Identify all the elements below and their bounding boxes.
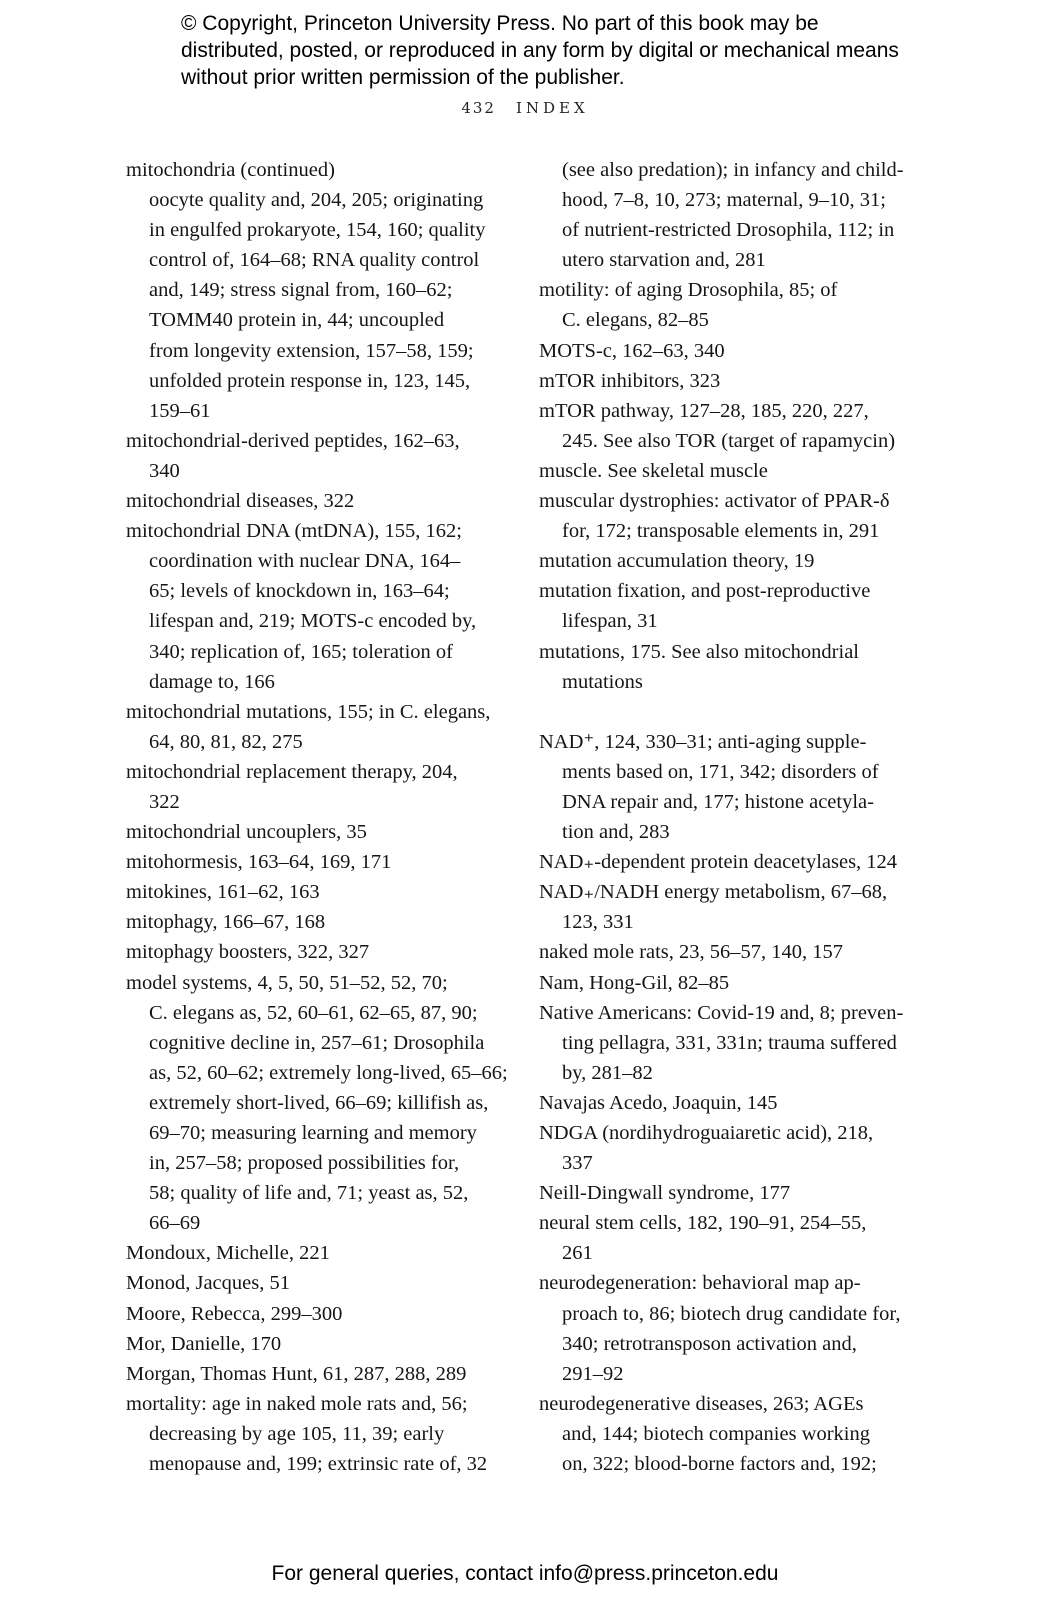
index-entry-line: [539, 697, 919, 727]
index-subentry-line: 66–69: [149, 1212, 201, 1235]
index-entry-line: neural stem cells, 182, 190–91, 254–55,: [539, 1212, 867, 1235]
index-entry-line: Navajas Acedo, Joaquin, 145: [539, 1091, 778, 1114]
index-subentry-line: C. elegans as, 52, 60–61, 62–65, 87, 90;: [149, 1001, 478, 1024]
index-entry-line: mutation accumulation theory, 19: [539, 550, 815, 573]
index-entry-line: naked mole rats, 23, 56–57, 140, 157: [539, 941, 844, 964]
index-subentry-line: 159–61: [149, 399, 211, 422]
index-entry-line: mitochondrial uncouplers, 35: [126, 821, 367, 844]
index-subentry-line: C. elegans, 82–85: [562, 309, 709, 332]
index-entry-line: Moore, Rebecca, 299–300: [126, 1302, 343, 1325]
index-entry-line: neurodegeneration: behavioral map ap-: [539, 1272, 861, 1295]
index-entry-line: muscle. See skeletal muscle: [539, 459, 768, 482]
index-subentry-line: 69–70; measuring learning and memory: [149, 1122, 477, 1144]
index-subentry-line: and, 149; stress signal from, 160–62;: [149, 279, 453, 302]
section-title: INDEX: [515, 99, 589, 117]
index-entry-line: mutations, 175. See also mitochondrial: [539, 640, 859, 663]
index-subentry-line: coordination with nuclear DNA, 164–: [149, 550, 461, 573]
index-entry-line: Mor, Danielle, 170: [126, 1332, 282, 1355]
index-entry-line: mitochondrial replacement therapy, 204,: [126, 760, 458, 783]
index-entry-line: mitochondrial mutations, 155; in C. elegans,: [126, 700, 491, 723]
index-subentry-line: mutations: [562, 670, 643, 693]
index-subentry-line: 58; quality of life and, 71; yeast as, 52,: [149, 1182, 469, 1205]
page-number: 432: [461, 99, 496, 117]
index-entry-line: MOTS-c, 162–63, 340: [539, 339, 725, 362]
index-subentry-line: extremely short-lived, 66–69; killifish as,: [149, 1091, 489, 1114]
index-subentry-line: in, 257–58; proposed possibilities for,: [149, 1152, 460, 1175]
index-entry-line: NAD₊/NADH energy metabolism, 67–68,: [539, 881, 888, 904]
index-subentry-line: 291–92: [562, 1362, 624, 1385]
index-subentry-line: ting pellagra, 331, 331n; trauma suffered: [562, 1031, 897, 1054]
index-subentry-line: ments based on, 171, 342; disorders of: [562, 760, 879, 783]
index-subentry-line: 245. See also TOR (target of rapamycin): [562, 429, 896, 452]
index-entry-line: mitochondrial-derived peptides, 162–63,: [126, 429, 460, 452]
index-subentry-line: menopause and, 199; extrinsic rate of, 32: [149, 1453, 488, 1476]
index-subentry-line: (see also predation); in infancy and child-: [562, 159, 904, 181]
index-subentry-line: 340: [149, 459, 180, 482]
index-subentry-line: utero starvation and, 281: [562, 249, 766, 272]
running-header: [0, 99, 1050, 117]
index-entry-line: mitokines, 161–62, 163: [126, 881, 320, 904]
index-entry-line: Mondoux, Michelle, 221: [126, 1242, 330, 1265]
index-entry-line: mitophagy, 166–67, 168: [126, 911, 326, 934]
index-subentry-line: 261: [562, 1242, 593, 1265]
index-subentry-line: proach to, 86; biotech drug candidate for,: [562, 1302, 901, 1325]
index-subentry-line: hood, 7–8, 10, 273; maternal, 9–10, 31;: [562, 189, 886, 212]
index-entry-line: Native Americans: Covid-19 and, 8; preven-: [539, 1001, 904, 1024]
footer-contact: For general queries, contact info@press.princeton.edu: [271, 1562, 779, 1585]
index-entry-line: NAD₊-dependent protein deacetylases, 124: [539, 851, 898, 874]
index-subentry-line: lifespan and, 219; MOTS-c encoded by,: [149, 610, 477, 633]
index-entry-line: mutation fixation, and post-reproductive: [539, 580, 871, 603]
index-subentry-line: from longevity extension, 157–58, 159;: [149, 339, 474, 362]
index-subentry-line: of nutrient-restricted Drosophila, 112; in: [562, 219, 895, 242]
index-subentry-line: and, 144; biotech companies working: [562, 1422, 871, 1445]
index-subentry-line: 65; levels of knockdown in, 163–64;: [149, 580, 450, 603]
index-entry-line: Monod, Jacques, 51: [126, 1272, 290, 1295]
index-subentry-line: unfolded protein response in, 123, 145,: [149, 369, 471, 392]
index-subentry-line: 337: [562, 1152, 593, 1175]
index-entry-line: muscular dystrophies: activator of PPAR-δ: [539, 490, 890, 513]
index-entry-line: mitochondria (continued): [126, 159, 335, 181]
copyright-notice: © Copyright, Princeton University Press. No part of this book may be distributed, posted, or reproduced in any form by digital or mechanical means without prior written permission of the publisher.: [181, 12, 899, 89]
index-entry-line: mitophagy boosters, 322, 327: [126, 941, 370, 964]
index-entry-line: mitohormesis, 163–64, 169, 171: [126, 851, 392, 874]
index-entry-line: Nam, Hong-Gil, 82–85: [539, 971, 730, 994]
index-entry-line: Neill-Dingwall syndrome, 177: [539, 1182, 791, 1205]
index-subentry-line: tion and, 283: [562, 821, 670, 844]
index-subentry-line: decreasing by age 105, 11, 39; early: [149, 1422, 445, 1445]
index-subentry-line: 340; replication of, 165; toleration of: [149, 640, 454, 663]
index-subentry-line: 123, 331: [562, 911, 634, 934]
index-entry-line: neurodegenerative diseases, 263; AGEs: [539, 1392, 864, 1415]
index-entry-line: motility: of aging Drosophila, 85; of: [539, 279, 838, 302]
index-entry-line: NAD⁺, 124, 330–31; anti-aging supple-: [539, 730, 867, 753]
index-subentry-line: damage to, 166: [149, 670, 275, 693]
index-subentry-line: 322: [149, 790, 180, 813]
index-subentry-line: 340; retrotransposon activation and,: [562, 1332, 857, 1355]
index-subentry-line: DNA repair and, 177; histone acetyla-: [562, 790, 874, 813]
index-entry-line: NDGA (nordihydroguaiaretic acid), 218,: [539, 1122, 874, 1144]
index-subentry-line: control of, 164–68; RNA quality control: [149, 249, 480, 272]
index-column-left: [126, 155, 506, 1479]
index-subentry-line: on, 322; blood-borne factors and, 192;: [562, 1453, 877, 1476]
index-entry-line: Morgan, Thomas Hunt, 61, 287, 288, 289: [126, 1362, 467, 1385]
index-subentry-line: oocyte quality and, 204, 205; originating: [149, 189, 484, 212]
index-entry-line: mTOR pathway, 127–28, 185, 220, 227,: [539, 399, 869, 422]
index-column-right: [539, 155, 919, 1479]
index-subentry-line: 64, 80, 81, 82, 275: [149, 730, 303, 753]
index-subentry-line: as, 52, 60–62; extremely long-lived, 65–66;: [149, 1061, 508, 1084]
index-entry-line: mortality: age in naked mole rats and, 56;: [126, 1392, 468, 1415]
index-entry-line: mitochondrial DNA (mtDNA), 155, 162;: [126, 520, 462, 543]
index-subentry-line: for, 172; transposable elements in, 291: [562, 520, 880, 543]
index-subentry-line: cognitive decline in, 257–61; Drosophila: [149, 1031, 485, 1054]
index-subentry-line: lifespan, 31: [562, 610, 658, 633]
index-entry-line: mitochondrial diseases, 322: [126, 490, 355, 513]
index-subentry-line: TOMM40 protein in, 44; uncoupled: [149, 309, 445, 332]
index-entry-line: mTOR inhibitors, 323: [539, 369, 721, 392]
index-subentry-line: by, 281–82: [562, 1061, 653, 1084]
index-subentry-line: in engulfed prokaryote, 154, 160; quality: [149, 219, 486, 242]
index-entry-line: model systems, 4, 5, 50, 51–52, 52, 70;: [126, 971, 448, 994]
